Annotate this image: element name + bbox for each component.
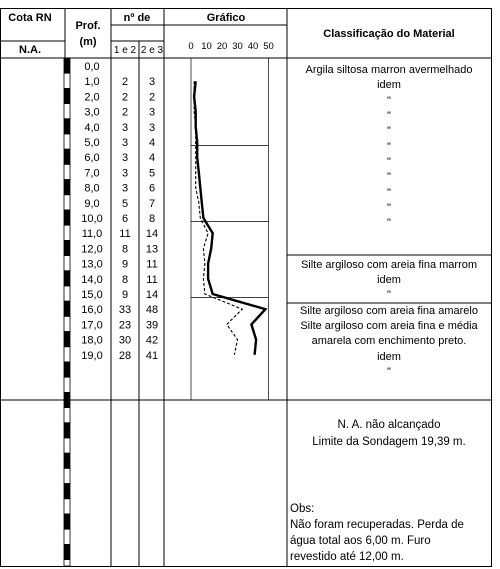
depth-value: 16,0 — [81, 304, 103, 317]
depth-value: 5,0 — [84, 137, 100, 149]
depth-value: 18,0 — [81, 334, 103, 347]
depth-bar-segment — [64, 286, 70, 301]
classification-line: " — [387, 187, 391, 199]
n-2e3-value: 3 — [148, 121, 156, 134]
na-note: N. A. não alcançado — [337, 419, 441, 431]
depth-value: 14,0 — [81, 273, 103, 286]
chart-grid — [191, 58, 269, 400]
n-2e3-value: 3 — [148, 106, 156, 119]
depth-bar-segment — [64, 88, 70, 103]
chart-series — [194, 81, 265, 355]
depth-value: 13,0 — [81, 258, 103, 271]
header-classificacao: Classificação do Material — [323, 28, 455, 40]
depth-bar-segment — [64, 134, 70, 149]
classification-line: amarela com enchimento preto. — [311, 335, 467, 347]
series-line-2e3 — [194, 81, 265, 355]
n-1e2-value: 8 — [121, 273, 129, 286]
classification-line: " — [387, 156, 391, 168]
depth-bar-segment — [64, 301, 70, 316]
n-2e3-value: 41 — [145, 349, 159, 362]
classification-line: " — [387, 171, 391, 183]
depth-bar-segment — [64, 316, 70, 331]
depth-value: 2,0 — [84, 91, 100, 104]
depth-bar-segment — [64, 332, 70, 347]
n-2e3-value: 6 — [148, 182, 156, 195]
obs-title: Obs: — [290, 503, 315, 515]
header-prof: Prof. — [75, 20, 101, 32]
n-2e3-value: 48 — [145, 304, 159, 317]
x-tick-label: 0 — [188, 41, 194, 52]
depth-value: 6,0 — [84, 152, 100, 165]
depth-bar-segment — [64, 453, 70, 468]
classification-line: Silte argiloso com areia fina marrom — [300, 259, 478, 271]
obs-line-1: Não foram recuperadas. Perda de — [290, 519, 464, 531]
x-tick-label: 20 — [216, 41, 228, 52]
n-2e3-value: 42 — [145, 334, 159, 347]
classification-line: " — [387, 125, 391, 137]
x-tick-label: 40 — [247, 41, 259, 52]
classification-line: idem — [377, 79, 401, 91]
header-1e2: 1 e 2 — [113, 45, 137, 56]
header-grafico: Gráfico — [206, 12, 246, 24]
depth-bar-segment — [64, 438, 70, 453]
n-1e2-value: 9 — [121, 258, 129, 271]
n-2e3-value: 11 — [146, 273, 158, 286]
n-1e2-value: 3 — [121, 152, 129, 165]
depth-value: 12,0 — [81, 243, 103, 256]
depth-bar-segment — [64, 499, 70, 514]
header-n-de: nº de — [123, 12, 151, 24]
classification-line: " — [387, 110, 391, 122]
x-tick-label: 10 — [201, 41, 212, 52]
classification-column — [287, 64, 491, 378]
classification-line: " — [387, 289, 391, 301]
depth-value: 0,0 — [84, 61, 100, 73]
n-2e3-value: 11 — [146, 258, 158, 271]
depth-bar-segment — [64, 514, 70, 529]
depth-value: 1,0 — [84, 76, 100, 89]
n-1e2-value: 2 — [121, 76, 129, 89]
classification-line: " — [387, 217, 391, 229]
n-1e2-value: 2 — [121, 91, 129, 104]
depth-bar-segment — [64, 362, 70, 377]
x-tick-label: 30 — [232, 41, 243, 52]
depth-value: 8,0 — [84, 182, 100, 195]
classification-line: Silte argiloso com areia fina e média — [300, 320, 478, 332]
n-1e2-value: 3 — [121, 182, 129, 195]
depth-bar-segment — [64, 484, 70, 499]
depth-bar — [64, 58, 70, 566]
n-1e2-value: 5 — [121, 197, 129, 210]
depth-bar-segment — [64, 58, 70, 73]
depth-bar-segment — [64, 271, 70, 286]
n-2e3-value: 13 — [145, 243, 159, 256]
n-2e3-value: 14 — [145, 289, 159, 301]
header-prof-unit: (m) — [79, 36, 97, 48]
n-1e2-value: 11 — [119, 228, 131, 241]
depth-value: 3,0 — [84, 106, 100, 119]
depth-bar-segment — [64, 347, 70, 362]
depth-value: 15,0 — [81, 289, 103, 301]
x-tick-label: 50 — [263, 41, 274, 52]
n-1e2-value: 23 — [118, 319, 132, 332]
depth-bar-segment — [64, 180, 70, 195]
obs-line-2: água total aos 6,00 m. Furo — [290, 535, 431, 547]
series-line-1e2 — [194, 81, 242, 355]
depth-value: 10,0 — [81, 213, 103, 225]
n-2e3-value: 5 — [148, 167, 156, 180]
depth-bar-segment — [64, 210, 70, 225]
table-rows — [81, 61, 158, 362]
n-1e2-value: 3 — [121, 137, 129, 149]
depth-bar-segment — [64, 408, 70, 423]
depth-bar-segment — [64, 164, 70, 179]
n-1e2-value: 6 — [121, 213, 129, 225]
n-1e2-value: 2 — [121, 106, 129, 119]
classification-line: " — [387, 95, 391, 107]
depth-bar-segment — [64, 104, 70, 119]
n-1e2-value: 33 — [118, 304, 132, 317]
n-1e2-value: 9 — [121, 289, 129, 301]
depth-bar-segment — [64, 195, 70, 210]
depth-value: 19,0 — [81, 349, 103, 362]
n-2e3-value: 4 — [148, 137, 156, 149]
n-2e3-value: 8 — [148, 213, 156, 225]
table-frame — [1, 9, 492, 567]
n-1e2-value: 3 — [121, 121, 129, 134]
depth-bar-segment — [64, 119, 70, 134]
depth-value: 4,0 — [84, 121, 100, 134]
depth-bar-segment — [64, 544, 70, 559]
n-1e2-value: 8 — [121, 243, 129, 256]
depth-value: 9,0 — [84, 197, 100, 210]
header-cota-rn: Cota RN — [8, 12, 52, 24]
n-2e3-value: 2 — [148, 91, 156, 104]
obs-line-3: revestido até 12,00 m. — [290, 551, 404, 563]
n-2e3-value: 7 — [148, 197, 156, 210]
depth-bar-segment — [64, 377, 70, 392]
limit-note: Limite da Sondagem 19,39 m. — [312, 436, 466, 448]
depth-bar-segment — [64, 392, 70, 407]
depth-bar-segment — [64, 225, 70, 240]
classification-line: " — [387, 366, 391, 378]
classification-line: Argila siltosa marron avermelhado — [305, 64, 473, 76]
n-1e2-value: 30 — [118, 334, 132, 347]
n-2e3-value: 39 — [145, 319, 159, 332]
x-tick-labels — [188, 41, 273, 52]
depth-bar-segment — [64, 560, 70, 566]
n-2e3-value: 4 — [148, 152, 156, 165]
header-na: N.A. — [19, 44, 41, 56]
classification-line: " — [387, 202, 391, 214]
depth-bar-segment — [64, 240, 70, 255]
classification-line: idem — [377, 351, 401, 363]
classification-line: " — [387, 141, 391, 153]
depth-bar-segment — [64, 256, 70, 271]
depth-value: 7,0 — [84, 167, 100, 180]
depth-value: 17,0 — [81, 319, 103, 332]
depth-bar-segment — [64, 468, 70, 483]
depth-value: 11,0 — [81, 228, 103, 241]
depth-bar-segment — [64, 529, 70, 544]
n-2e3-value: 14 — [145, 228, 159, 241]
n-2e3-value: 3 — [148, 76, 156, 89]
classification-line: Silte argiloso com areia fina amarelo — [300, 305, 478, 317]
depth-bar-segment — [64, 73, 70, 88]
n-1e2-value: 3 — [121, 167, 129, 180]
header-2e3: 2 e 3 — [140, 45, 164, 56]
classification-line: idem — [377, 274, 401, 286]
depth-bar-segment — [64, 149, 70, 164]
depth-bar-segment — [64, 423, 70, 438]
n-1e2-value: 28 — [118, 349, 132, 362]
